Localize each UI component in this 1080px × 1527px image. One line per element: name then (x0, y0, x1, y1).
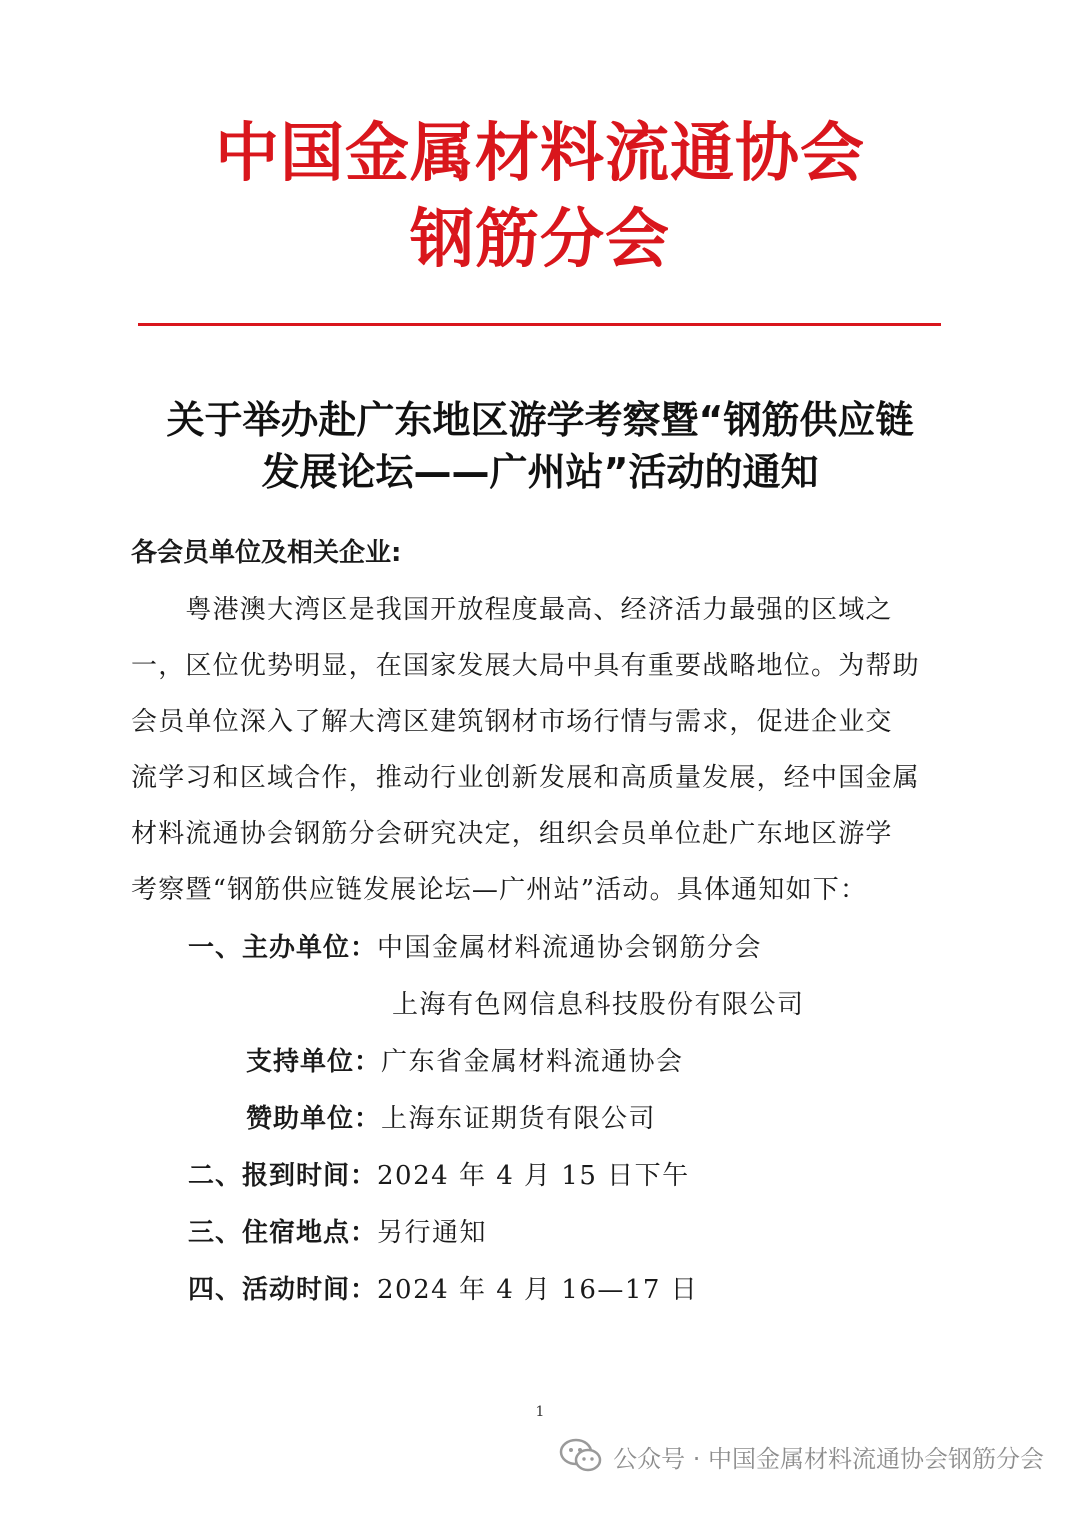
item-value: 上海东证期货有限公司 (381, 1104, 657, 1134)
wechat-icon (559, 1438, 603, 1474)
item-label: 一、主办单位： (188, 933, 378, 963)
body-line: 材料流通协会钢筋分会研究决定，组织会员单位赴广东地区游学 (131, 819, 893, 849)
item-label: 三、住宿地点： (188, 1218, 378, 1248)
item-sponsor (246, 1099, 656, 1139)
page-number: 1 (535, 1404, 545, 1420)
item-value: 2024 年 4 月 15 日下午 (377, 1161, 690, 1191)
item-value: 广东省金属材料流通协会 (381, 1047, 684, 1077)
item-organizer (188, 928, 762, 968)
item-event-time (188, 1270, 698, 1310)
org-name-line1: 中国金属材料流通协会 (215, 117, 865, 191)
item-value: 2024 年 4 月 16—17 日 (377, 1275, 699, 1305)
item-lodging (188, 1213, 487, 1253)
item-checkin-time (188, 1156, 690, 1196)
item-label: 赞助单位： (246, 1104, 382, 1134)
salutation: 各会员单位及相关企业: (131, 538, 402, 568)
org-name-line2: 钢筋分会 (410, 203, 670, 277)
item-label: 支持单位： (246, 1047, 382, 1077)
item-value: 另行通知 (377, 1218, 488, 1248)
item-label: 二、报到时间： (188, 1161, 378, 1191)
notice-title-line2: 发展论坛——广州站”活动的通知 (261, 450, 819, 494)
item-organizer-2 (392, 985, 805, 1025)
body-line: 流学习和区域合作，推动行业创新发展和高质量发展，经中国金属 (131, 763, 920, 793)
item-label: 四、活动时间： (188, 1275, 378, 1305)
wechat-watermark (559, 1434, 1044, 1478)
body-line: 粤港澳大湾区是我国开放程度最高、经济活力最强的区域之 (131, 595, 893, 625)
notice-title-line1: 关于举办赴广东地区游学考察暨“钢筋供应链 (166, 398, 914, 442)
item-value: 中国金属材料流通协会钢筋分会 (377, 933, 763, 963)
item-value: 上海有色网信息科技股份有限公司 (392, 990, 805, 1020)
header-divider (138, 323, 941, 326)
item-supporter (246, 1042, 684, 1082)
body-line: 会员单位深入了解大湾区建筑钢材市场行情与需求，促进企业交 (131, 707, 893, 737)
body-line: 一，区位优势明显，在国家发展大局中具有重要战略地位。为帮助 (131, 651, 920, 681)
watermark-text: 公众号 · 中国金属材料流通协会钢筋分会 (613, 1444, 1044, 1473)
body-line: 考察暨“钢筋供应链发展论坛—广州站”活动。具体通知如下： (131, 875, 868, 905)
